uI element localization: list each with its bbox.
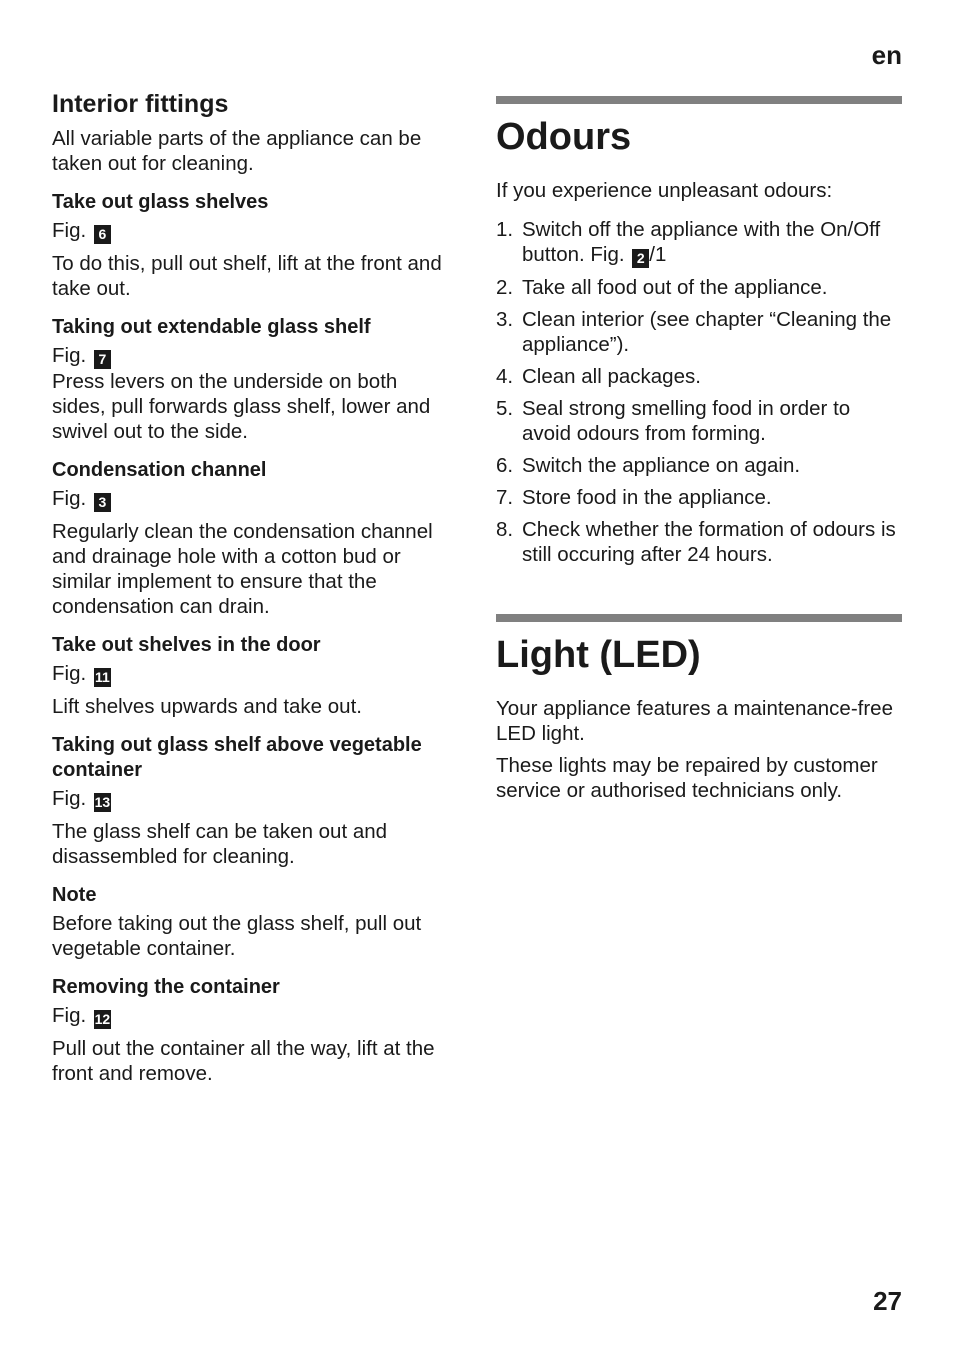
extendable-glass-shelf-heading: Taking out extendable glass shelf xyxy=(52,316,371,338)
take-out-glass-shelves-heading: Take out glass shelves xyxy=(52,191,269,213)
figure-reference: Fig. 7 xyxy=(52,343,456,369)
figure-reference: Fig. 12 xyxy=(52,1004,111,1027)
interior-fittings-heading: Interior fittings xyxy=(52,90,229,118)
light-led-heading: Light (LED) xyxy=(496,634,701,676)
list-item: 8. Check whether the formation of odours is still occuring after 24 hours. xyxy=(496,518,896,566)
list-item: 3. Clean interior (see chapter “Cleaning the appliance”). xyxy=(496,308,892,356)
condensation-channel-text: Regularly clean the condensation channel and drainage hole with a cotton bud or similar implement to ensure that the condensation can drain. xyxy=(52,520,433,618)
extendable-glass-shelf-text: Press levers on the underside on both sides, pull forwards glass shelf, lower and swivel out to the side. xyxy=(52,370,431,443)
list-item: 2. Take all food out of the appliance. xyxy=(496,276,828,299)
figure-number-badge: 11 xyxy=(94,669,110,685)
figure-reference: Fig. 3 xyxy=(52,486,456,512)
figure-reference: Fig. 13 xyxy=(52,787,111,810)
figure-number-badge: 13 xyxy=(94,794,111,810)
removing-container-text: Pull out the container all the way, lift at the front and remove. xyxy=(52,1037,435,1085)
odours-steps-list xyxy=(496,217,902,567)
light-led-text-1: Your appliance features a maintenance-free LED light. xyxy=(496,697,893,745)
interior-fittings-intro: All variable parts of the appliance can be taken out for cleaning. xyxy=(52,127,422,175)
section-rule xyxy=(496,96,902,104)
take-out-glass-shelves-text: To do this, pull out shelf, lift at the front and take out. xyxy=(52,252,442,300)
list-item: 4. Clean all packages. xyxy=(496,365,701,388)
figure-number-badge: 7 xyxy=(94,350,111,369)
note-heading: Note xyxy=(52,884,97,906)
glass-shelf-above-vegetable-text: The glass shelf can be taken out and disassembled for cleaning. xyxy=(52,820,388,868)
note-text: Before taking out the glass shelf, pull out vegetable container. xyxy=(52,912,422,960)
interior-fittings-section xyxy=(52,88,456,1086)
list-item: 1. Switch off the appliance with the On/Off button. Fig. 2 /1 xyxy=(496,218,881,266)
figure-number-badge: 12 xyxy=(94,1011,111,1027)
light-led-text-2: These lights may be repaired by customer service or authorised technicians only. xyxy=(496,754,878,802)
figure-number-badge: 6 xyxy=(94,225,111,244)
glass-shelf-above-vegetable-heading: Taking out glass shelf above vegetable container xyxy=(52,734,422,781)
list-item: 7. Store food in the appliance. xyxy=(496,486,772,509)
removing-container-heading: Removing the container xyxy=(52,976,280,998)
language-label: en xyxy=(871,40,902,70)
door-shelves-text: Lift shelves upwards and take out. xyxy=(52,695,362,718)
figure-reference: Fig. 6 xyxy=(52,218,456,244)
odours-heading: Odours xyxy=(496,116,632,158)
figure-reference: Fig. 11 xyxy=(52,662,110,685)
list-item: 6. Switch the appliance on again. xyxy=(496,454,801,477)
section-rule xyxy=(496,614,902,622)
figure-number-badge: 3 xyxy=(94,493,111,512)
door-shelves-heading: Take out shelves in the door xyxy=(52,634,321,656)
list-item: 5. Seal strong smelling food in order to avoid odours from forming. xyxy=(496,397,851,445)
figure-number-badge: 2 xyxy=(632,249,649,268)
right-column xyxy=(496,96,902,810)
condensation-channel-heading: Condensation channel xyxy=(52,459,267,481)
page-number: 27 xyxy=(873,1286,902,1316)
odours-intro: If you experience unpleasant odours: xyxy=(496,179,833,202)
